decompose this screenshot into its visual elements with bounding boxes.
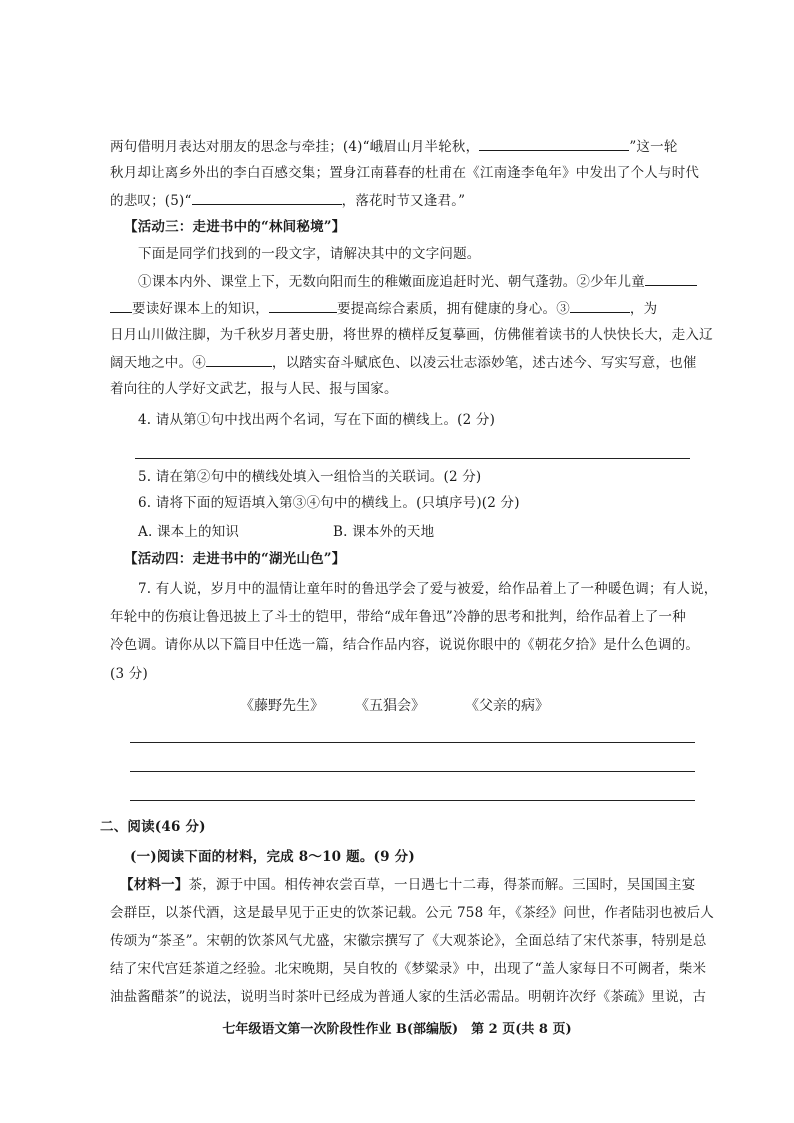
option-a: A. 课本上的知识 [138, 524, 240, 540]
fill-blank[interactable] [206, 353, 272, 367]
text-line [110, 299, 690, 318]
question-6: 6. 请将下面的短语填入第③④句中的横线上。(只填序号)(2 分) [138, 495, 520, 511]
answer-line[interactable] [130, 742, 695, 743]
question-5: 5. 请在第②句中的横线处填入一组恰当的关联词。(2 分) [138, 469, 482, 485]
text-line: (3 分) [110, 666, 148, 682]
material-one-line [120, 876, 700, 894]
text-segment: ”这一轮 [629, 139, 678, 155]
text-line: 秋月却让离乡外出的李白百感交集；置身江南暮春的杜甫在《江南逢李龟年》中发出了个人与时代 [110, 165, 700, 181]
activity-three-heading: 【活动三：走进书中的“林间秘境”】 [124, 219, 346, 235]
fill-blank[interactable] [110, 299, 132, 313]
text-segment: 阔天地之中。④ [110, 355, 206, 371]
fill-blank[interactable] [479, 137, 629, 151]
book-title: 《父亲的病》 [465, 698, 549, 714]
activity-intro: 下面是同学们找到的一段文字，请解决其中的文字问题。 [138, 246, 481, 262]
text-segment: 要提高综合素质，拥有健康的身心。③ [337, 301, 570, 317]
text-line: 结了宋代宫廷茶道之经验。北宋晚期，吴自牧的《梦粱录》中，出现了“盖人家每日不可阙者，柴米 [110, 961, 707, 977]
text-segment: 两句借明月表达对朋友的思念与牵挂；(4)“峨眉山月半轮秋， [110, 139, 480, 155]
text-segment: ，以踏实奋斗赋底色、以凌云壮志添妙笔，述古述今、写实写意，也催 [271, 355, 697, 371]
text-line: 日月山川做注脚，为千秋岁月著史册，将世界的横样反复摹画，仿佛催着读书的人快快长大，走入辽 [110, 327, 713, 343]
fill-blank[interactable] [192, 191, 342, 205]
text-line: 年轮中的伤痕让鲁迅披上了斗士的铠甲，带给“成年鲁迅”冷静的思考和批判，给作品着上了一种 [110, 609, 686, 625]
answer-line[interactable] [135, 458, 690, 459]
text-segment: 要读好课本上的知识， [132, 301, 269, 317]
answer-line[interactable] [130, 800, 695, 801]
text-line: 会群臣，以茶代酒，这是最早见于正史的饮茶记载。公元 758 年，《茶经》问世，作者陆羽也被后人 [110, 905, 714, 921]
text-line [110, 191, 690, 210]
option-b: B. 课本外的天地 [333, 524, 435, 540]
activity-four-heading: 【活动四：走进书中的“湖光山色”】 [124, 551, 346, 567]
text-segment: ，落花时节又逢君。” [341, 193, 466, 209]
page-footer: 七年级语文第一次阶段性作业 B(部编版) 第 2 页(共 8 页) [222, 1022, 572, 1037]
text-line: 冷色调。请你从以下篇目中任选一篇，结合作品内容，说说你眼中的《朝花夕拾》是什么色调的。 [110, 637, 700, 653]
text-segment: ，为 [629, 301, 658, 317]
subsection-heading: (一)阅读下面的材料，完成 8～10 题。(9 分) [130, 849, 415, 865]
answer-line[interactable] [130, 771, 695, 772]
text-segment: ①课本内外、课堂上下，无数向阳而生的稚嫩面庞追赶时光、朝气蓬勃。②少年儿童 [138, 274, 645, 290]
fill-blank[interactable] [570, 299, 630, 313]
section-two-heading: 二、阅读(46 分) [100, 819, 206, 835]
question-7: 7. 有人说，岁月中的温情让童年时的鲁迅学会了爱与被爱，给作品着上了一种暖色调；有人说， [138, 581, 718, 597]
text-segment: 的悲叹；(5)“ [110, 193, 192, 209]
text-segment: 茶，源于中国。相传神农尝百草，一日遇七十二毒，得茶而解。三国时，吴国国主宴 [188, 877, 696, 893]
text-line: 油盐酱醋茶”的说法，说明当时茶叶已经成为普通人家的生活必需品。明朝许次纾《茶疏》里说，古 [110, 989, 707, 1005]
book-title: 《藤野先生》 [240, 698, 324, 714]
text-line [138, 272, 718, 291]
fill-blank[interactable] [269, 299, 337, 313]
material-label: 【材料一】 [120, 877, 189, 893]
book-title: 《五猖会》 [355, 698, 425, 714]
fill-blank[interactable] [645, 272, 697, 286]
question-4: 4. 请从第①句中找出两个名词，写在下面的横线上。(2 分) [138, 412, 496, 428]
text-line [110, 137, 690, 156]
text-line: 着向往的人学好文武艺，报与人民、报与国家。 [110, 381, 398, 397]
text-line: 传颂为“茶圣”。宋朝的饮茶风气尤盛，宋徽宗撰写了《大观茶论》，全面总结了宋代茶事，特别是总 [110, 933, 707, 949]
text-line [110, 353, 697, 372]
